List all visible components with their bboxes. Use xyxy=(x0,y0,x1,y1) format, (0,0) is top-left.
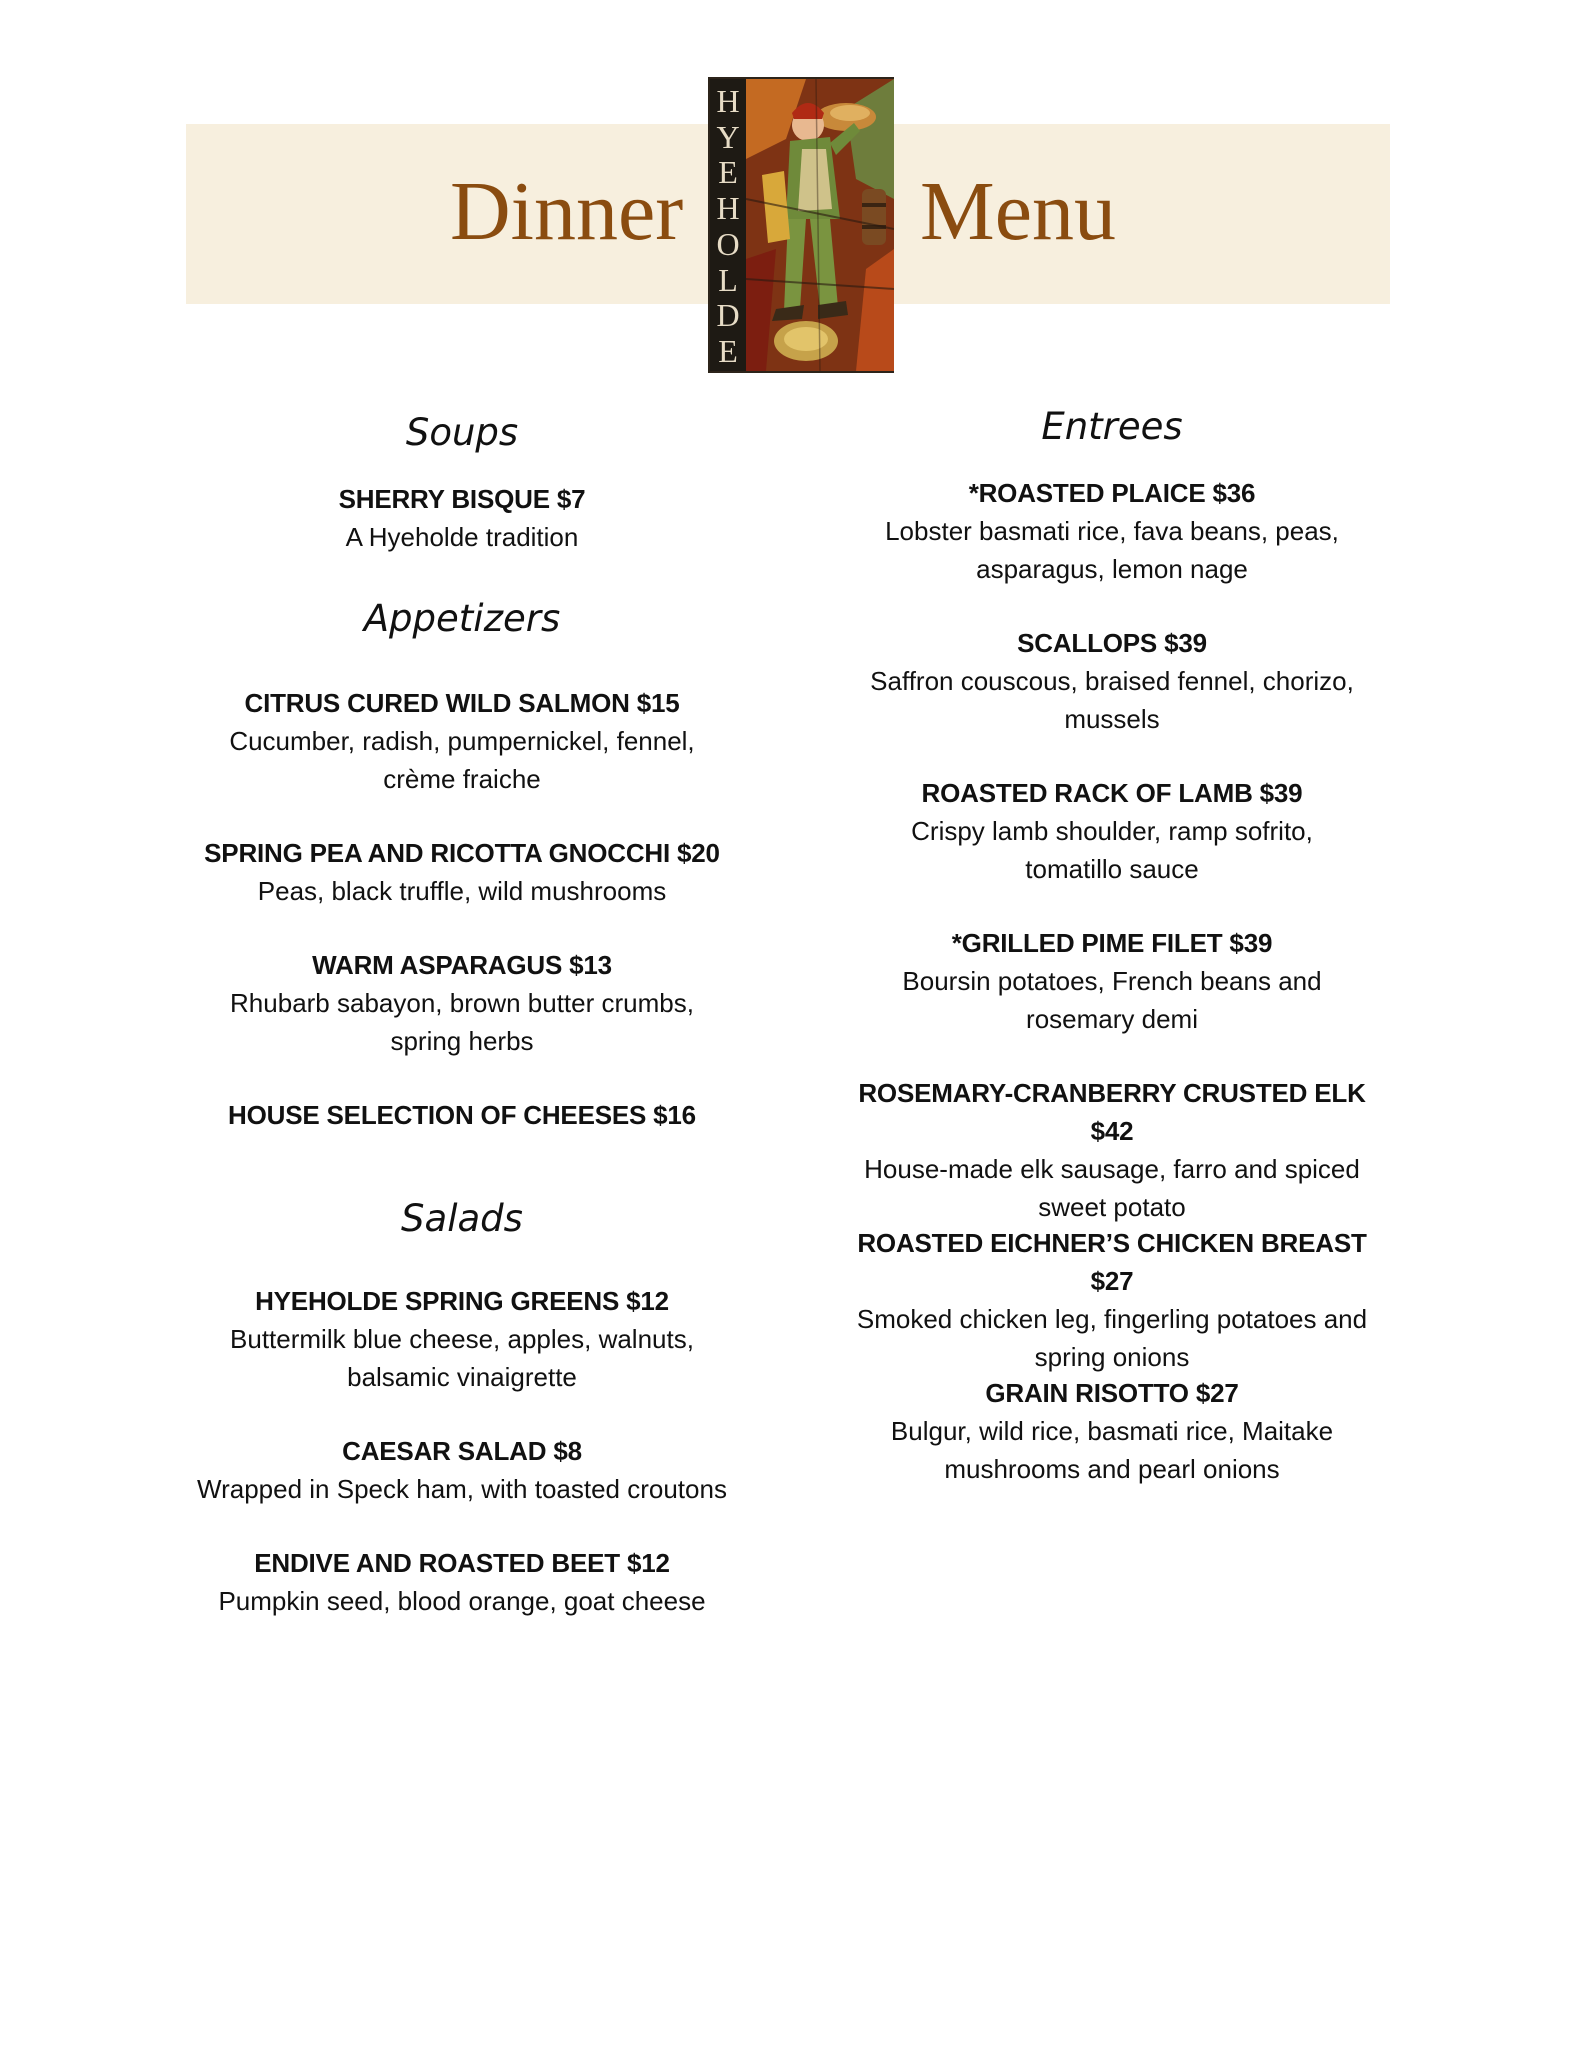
menu-item-name: ROASTED EICHNER’S CHICKEN BREAST $27 xyxy=(857,1228,1367,1296)
menu-item-description: asparagus, lemon nage xyxy=(976,554,1248,584)
menu-item-description: Rhubarb sabayon, brown butter crumbs, xyxy=(230,988,694,1018)
menu-item-description: mushrooms and pearl onions xyxy=(944,1454,1280,1484)
menu-item-name: GRAIN RISOTTO $27 xyxy=(985,1378,1239,1408)
logo-letter: H xyxy=(716,190,740,227)
menu-item xyxy=(836,1074,1388,1226)
menu-item-description: Wrapped in Speck ham, with toasted croutons xyxy=(197,1474,727,1504)
menu-item-name: CITRUS CURED WILD SALMON $15 xyxy=(244,688,680,718)
menu-item xyxy=(186,1282,738,1396)
menu-item xyxy=(186,684,738,798)
menu-item-name: ROSEMARY-CRANBERRY CRUSTED ELK $42 xyxy=(858,1078,1366,1146)
section-title-salads: Salads xyxy=(401,1197,523,1240)
menu-item-description: Saffron couscous, braised fennel, chorizo, xyxy=(870,666,1354,696)
menu-item-name: CAESAR SALAD $8 xyxy=(342,1436,582,1466)
menu-item-description: tomatillo sauce xyxy=(1025,854,1199,884)
menu-item-name: SCALLOPS $39 xyxy=(1017,628,1207,658)
section-title-appetizers: Appetizers xyxy=(363,597,561,640)
menu-item-description: Pumpkin seed, blood orange, goat cheese xyxy=(218,1586,706,1616)
menu-item-description: A Hyeholde tradition xyxy=(345,522,579,552)
menu-item-name: SPRING PEA AND RICOTTA GNOCCHI $20 xyxy=(204,838,720,868)
menu-item xyxy=(186,1432,738,1508)
logo-letter: D xyxy=(716,297,740,334)
menu-item-description: House-made elk sausage, farro and spiced xyxy=(864,1154,1360,1184)
menu-item-description: balsamic vinaigrette xyxy=(347,1362,577,1392)
menu-item-name: ROASTED RACK OF LAMB $39 xyxy=(921,778,1303,808)
stained-glass-figure-image xyxy=(746,79,894,371)
logo-letter: H xyxy=(716,83,740,119)
menu-item-description: Peas, black truffle, wild mushrooms xyxy=(257,876,667,906)
menu-item xyxy=(836,624,1388,738)
menu-item xyxy=(836,1374,1388,1488)
menu-item-description: rosemary demi xyxy=(1026,1004,1198,1034)
title-menu: Menu xyxy=(920,165,1116,258)
logo-letter: O xyxy=(716,225,740,262)
menu-item xyxy=(186,1096,738,1134)
menu-item-description: Boursin potatoes, French beans and xyxy=(902,966,1322,996)
hyeholde-logo xyxy=(708,77,894,373)
section-title-entrees: Entrees xyxy=(1041,405,1183,448)
menu-item-name: WARM ASPARAGUS $13 xyxy=(312,950,612,980)
menu-item-description: Bulgur, wild rice, basmati rice, Maitake xyxy=(890,1416,1334,1446)
menu-item-name: ENDIVE AND ROASTED BEET $12 xyxy=(254,1548,670,1578)
menu-item-description: Lobster basmati rice, fava beans, peas, xyxy=(885,516,1339,546)
menu-item-name: HYEHOLDE SPRING GREENS $12 xyxy=(255,1286,669,1316)
menu-item xyxy=(836,774,1388,888)
menu-item-description: sweet potato xyxy=(1038,1192,1186,1222)
logo-vertical-text xyxy=(710,85,746,367)
menu-item-description: Cucumber, radish, pumpernickel, fennel, xyxy=(229,726,695,756)
section-title-soups: Soups xyxy=(405,411,519,454)
menu-item-description: spring onions xyxy=(1034,1342,1190,1372)
menu-item-description: mussels xyxy=(1064,704,1160,734)
menu-item-name: HOUSE SELECTION OF CHEESES $16 xyxy=(228,1100,696,1130)
menu-item xyxy=(186,480,738,556)
menu-item xyxy=(186,834,738,910)
menu-item-name: *GRILLED PIME FILET $39 xyxy=(951,928,1273,958)
menu-item xyxy=(836,924,1388,1038)
right-column xyxy=(836,404,1388,1504)
title-dinner: Dinner xyxy=(450,165,684,258)
menu-item xyxy=(186,1544,738,1620)
menu-item-description: crème fraiche xyxy=(383,764,541,794)
menu-item-name: *ROASTED PLAICE $36 xyxy=(968,478,1256,508)
menu-item-description: Smoked chicken leg, fingerling potatoes and xyxy=(856,1304,1368,1334)
menu-item xyxy=(836,1224,1388,1376)
menu-item-description: spring herbs xyxy=(390,1026,534,1056)
logo-letter: E xyxy=(718,154,738,191)
menu-item-description: Crispy lamb shoulder, ramp sofrito, xyxy=(911,816,1313,846)
logo-letter: L xyxy=(718,261,738,298)
left-column xyxy=(186,410,738,1640)
menu-item-description: Buttermilk blue cheese, apples, walnuts, xyxy=(230,1324,694,1354)
menu-item xyxy=(186,946,738,1060)
logo-letter: Y xyxy=(716,118,740,155)
menu-item xyxy=(836,474,1388,588)
menu-item-name: SHERRY BISQUE $7 xyxy=(338,484,586,514)
logo-letter: E xyxy=(718,332,738,369)
